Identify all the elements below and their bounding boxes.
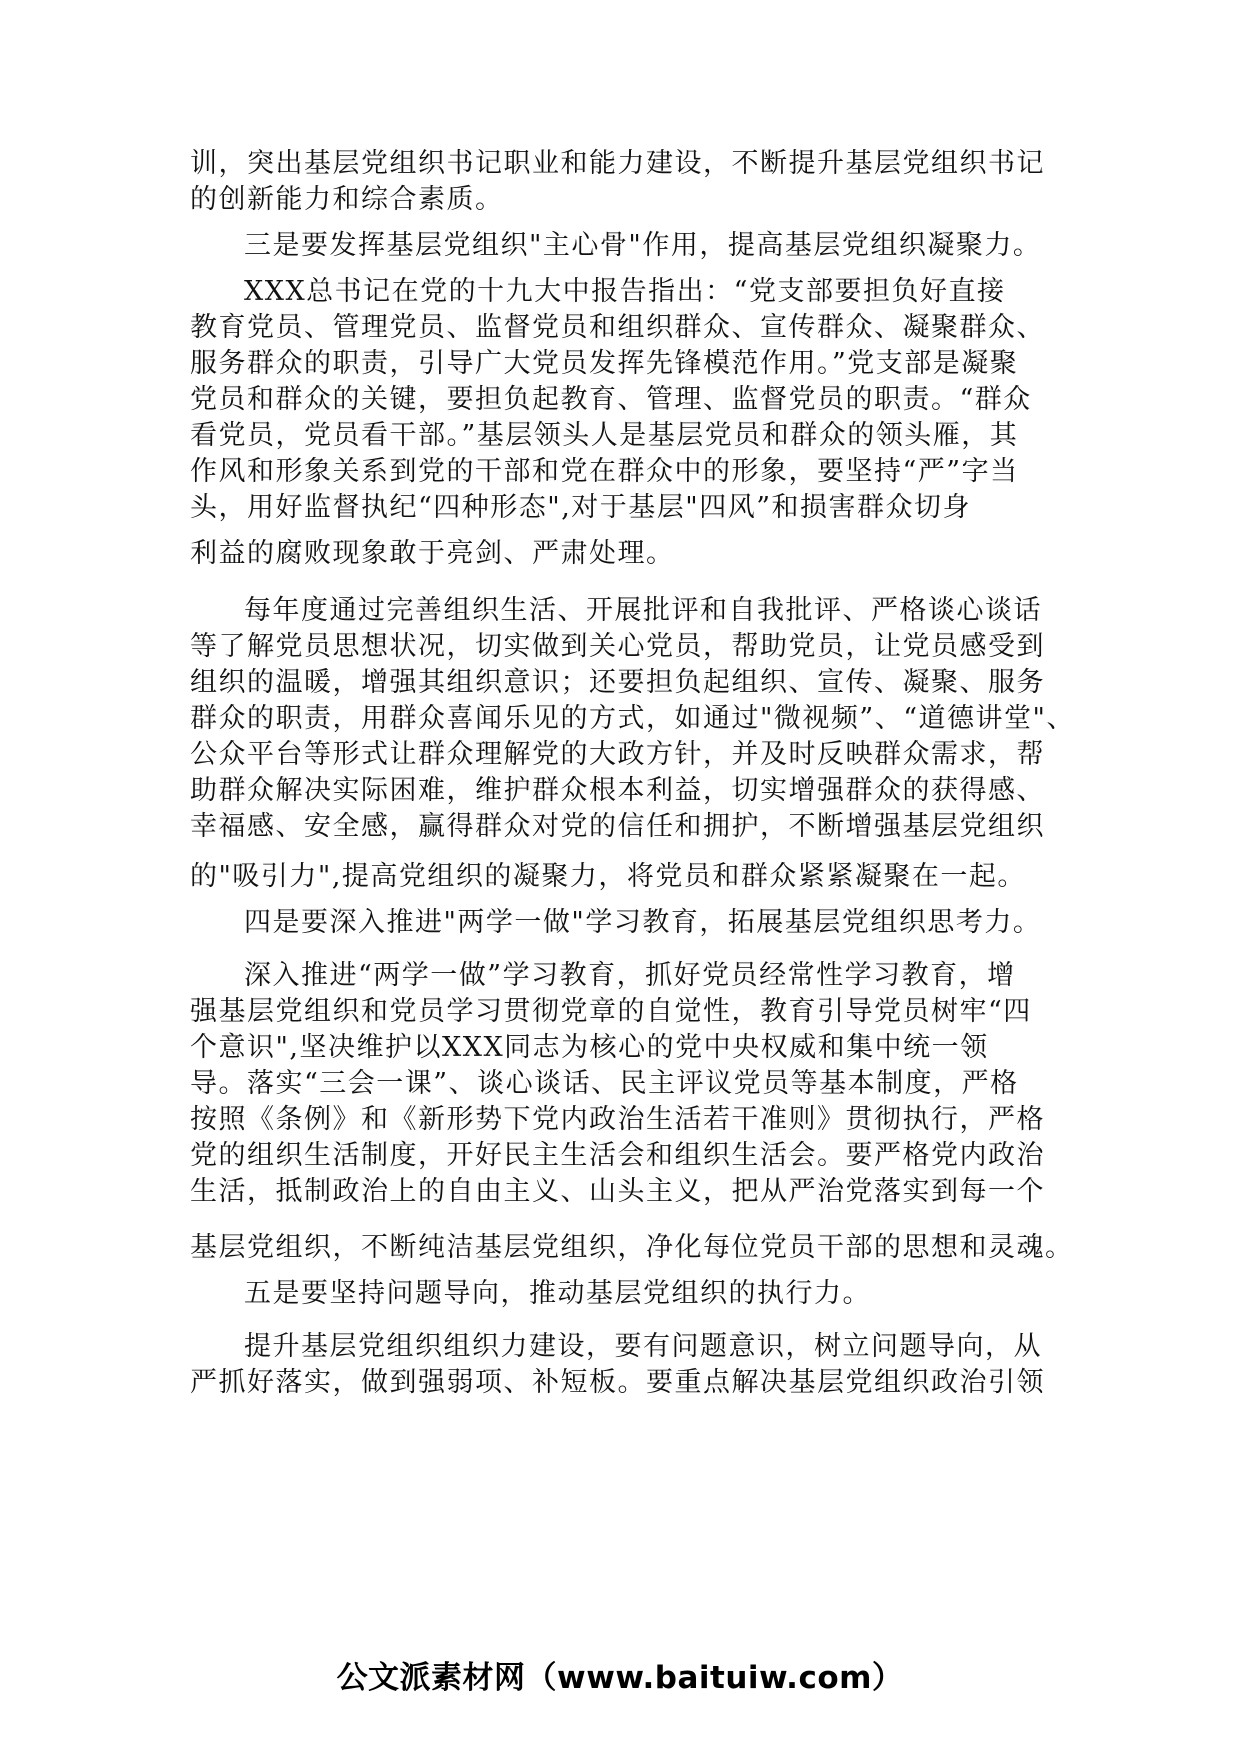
paragraph-line: 每年度通过完善组织生活、开展批评和自我批评、严格谈心谈话 <box>244 595 1042 626</box>
paragraph-line: 按照《条例》和《新形势下党内政治生活若干准则》贯彻执行，严格 <box>190 1104 1045 1135</box>
paragraph-line: 训，突出基层党组织书记职业和能力建设，不断提升基层党组织书记 <box>190 148 1045 179</box>
paragraph-line: 导。落实“三会一课”、谈心谈话、民主评议党员等基本制度，严格 <box>190 1068 1019 1099</box>
paragraph-line: 的"吸引力",提高党组织的凝聚力，将党员和群众紧紧凝聚在一起。 <box>190 861 1026 892</box>
paragraph-line: 基层党组织，不断纯洁基层党组织，净化每位党员干部的思想和灵魂。 <box>190 1232 1074 1263</box>
paragraph-line: XXX总书记在党的十九大中报告指出：“党支部要担负好直接 <box>244 276 1006 307</box>
paragraph-line: 公众平台等形式让群众理解党的大政方针，并及时反映群众需求，帮 <box>190 739 1045 770</box>
paragraph-line: 教育党员、管理党员、监督党员和组织群众、宣传群众、凝聚群众、 <box>190 312 1045 343</box>
paragraph-line: 助群众解决实际困难，维护群众根本利益，切实增强群众的获得感、 <box>190 775 1045 806</box>
section-heading-3: 三是要发挥基层党组织"主心骨"作用，提高基层党组织凝聚力。 <box>244 230 1042 261</box>
paragraph-line: 严抓好落实，做到强弱项、补短板。要重点解决基层党组织政治引领 <box>190 1367 1045 1398</box>
paragraph-line: 强基层党组织和党员学习贯彻党章的自觉性，教育引导党员树牢“四 <box>190 996 1032 1027</box>
paragraph-line: 个意识",坚决维护以XXX同志为核心的党中央权威和集中统一领 <box>190 1032 989 1063</box>
paragraph-line: 生活，抵制政治上的自由主义、山头主义，把从严治党落实到每一个 <box>190 1176 1045 1207</box>
section-heading-4: 四是要深入推进"两学一做"学习教育，拓展基层党组织思考力。 <box>244 907 1042 938</box>
paragraph-line: 幸福感、安全感，赢得群众对党的信任和拥护，不断增强基层党组织 <box>190 811 1045 842</box>
paragraph-line: 提升基层党组织组织力建设，要有问题意识，树立问题导向，从 <box>244 1331 1042 1362</box>
paragraph-line: 的创新能力和综合素质。 <box>190 184 504 215</box>
paragraph-line: 服务群众的职责，引导广大党员发挥先锋模范作用。”党支部是凝聚 <box>190 348 1019 379</box>
paragraph-line: 利益的腐败现象敢于亮剑、严肃处理。 <box>190 538 675 569</box>
paragraph-line: 深入推进“两学一做”学习教育，抓好党员经常性学习教育，增 <box>244 960 1016 991</box>
paragraph-line: 党的组织生活制度，开好民主生活会和组织生活会。要严格党内政治 <box>190 1140 1045 1171</box>
paragraph-line: 群众的职责，用群众喜闻乐见的方式，如通过"微视频”、“道德讲堂"、 <box>190 703 1075 734</box>
paragraph-line: 头，用好监督执纪“四种形态",对于基层"四风”和损害群众切身 <box>190 492 972 523</box>
paragraph-line: 组织的温暖，增强其组织意识；还要担负起组织、宣传、凝聚、服务 <box>190 667 1045 698</box>
paragraph-line: 看党员，党员看干部。”基层领头人是基层党员和群众的领头雁，其 <box>190 420 1019 451</box>
paragraph-line: 等了解党员思想状况，切实做到关心党员，帮助党员，让党员感受到 <box>190 631 1045 662</box>
paragraph-line: 作风和形象关系到党的干部和党在群众中的形象，要坚持“严”字当 <box>190 456 1019 487</box>
footer-watermark: 公文派素材网（www.baituiw.com） <box>336 1660 904 1696</box>
paragraph-line: 党员和群众的关键，要担负起教育、管理、监督党员的职责。“群众 <box>190 384 1032 415</box>
section-heading-5: 五是要坚持问题导向，推动基层党组织的执行力。 <box>244 1278 871 1309</box>
